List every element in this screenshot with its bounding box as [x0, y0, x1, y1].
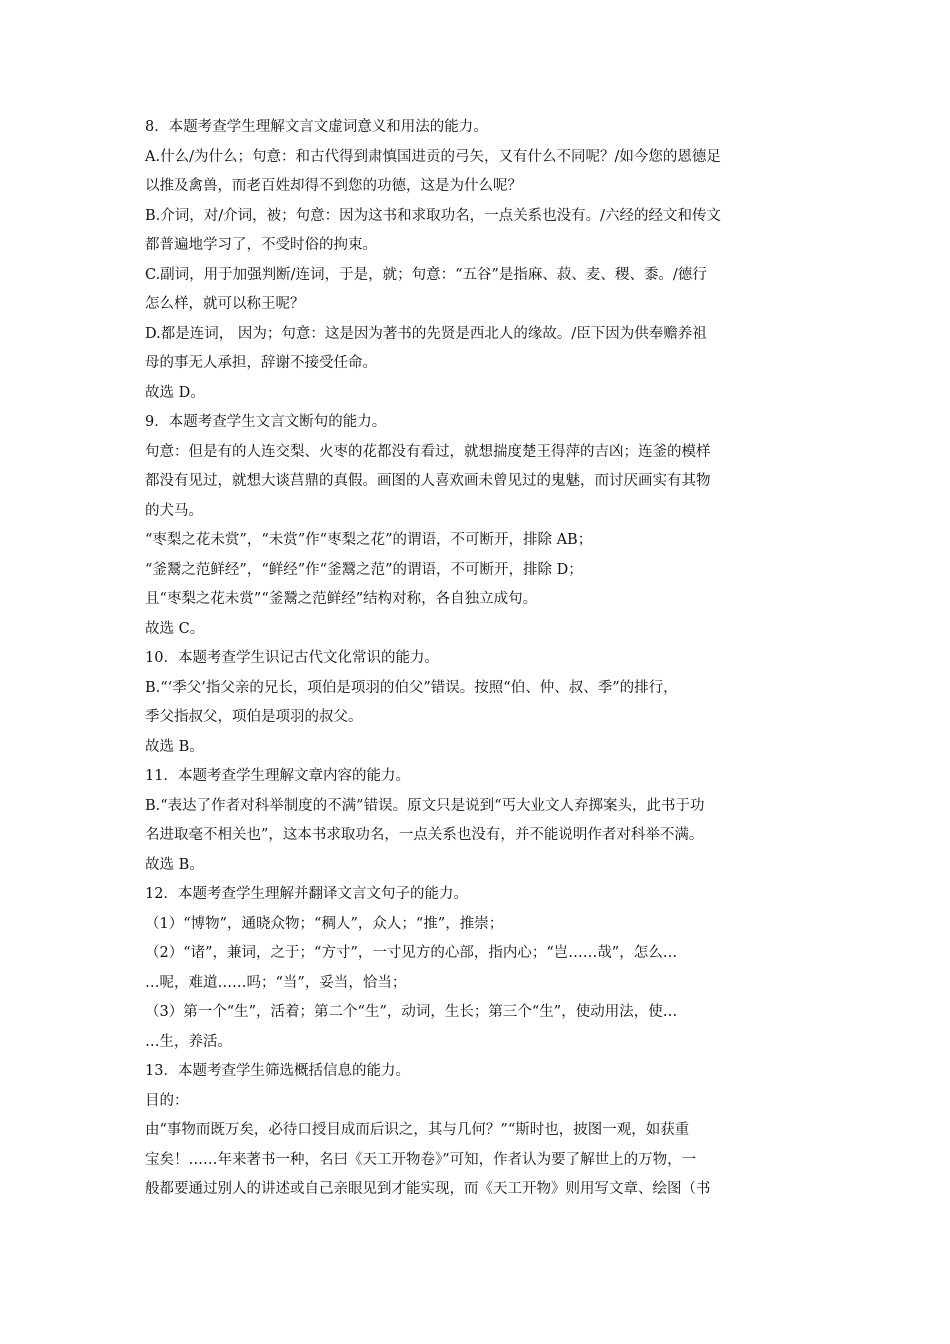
text-line: 13．本题考查学生筛选概括信息的能力。 [145, 1063, 410, 1079]
text-line: 故选 B。 [145, 738, 204, 755]
text-line: B.“‘季父’指父亲的兄长，项伯是项羽的伯父”错误。按照“伯、仲、叔、季”的排行， [145, 679, 678, 696]
document-page [145, 113, 810, 1205]
text-line: C.副词，用于加强判断/连词，于是，就；句意：“五谷”是指麻、菽、麦、稷、黍。/德行 [145, 266, 707, 283]
text-line: D.都是连词， 因为；句意：这是因为著书的先贤是西北人的缘故。/臣下因为供奉赡养祖 [145, 325, 707, 342]
text-line: 11．本题考查学生理解文章内容的能力。 [145, 768, 410, 784]
text-line: 10．本题考查学生识记古代文化常识的能力。 [145, 650, 439, 666]
text-line: 都没有见过，就想大谈莒鼎的真假。画图的人喜欢画未曾见过的鬼魅，而讨厌画实有其物 [145, 473, 711, 489]
text-line: （1）“博物”，通晓众物；“稠人”，众人；“推”，推崇； [145, 915, 504, 932]
text-line: 12．本题考查学生理解并翻译文言文句子的能力。 [145, 886, 468, 902]
text-line: 故选 B。 [145, 856, 204, 873]
text-line: “枣梨之花未赏”，“未赏”作“枣梨之花”的谓语，不可断开，排除 AB； [145, 532, 593, 548]
text-line: 的犬马。 [145, 502, 203, 519]
text-line: 名进取毫不相关也”，这本书求取功名，一点关系也没有，并不能说明作者对科举不满。 [145, 827, 704, 843]
text-line: 宝矣！……年来著书一种，名曰《天工开物卷》”可知，作者认为要了解世上的万物，一 [145, 1151, 697, 1168]
text-line: …呢，难道……吗；“当”，妥当，恰当； [145, 974, 407, 991]
text-line: B.介词，对/介词，被；句意：因为这书和求取功名，一点关系也没有。/六经的经文和传文 [145, 207, 722, 224]
text-line: B.“表达了作者对科举制度的不满”错误。原文只是说到“丐大业文人弃掷案头，此书于功 [145, 797, 705, 814]
text-line: 故选 D。 [145, 384, 205, 401]
text-line: …生，养活。 [145, 1033, 232, 1050]
text-line: 般都要通过别人的讲述或自己亲眼见到才能实现，而《天工开物》则用写文章、绘图（书 [145, 1181, 711, 1197]
text-line: 故选 C。 [145, 620, 205, 637]
text-line: （2）“诸”，兼词，之于；“方寸”，一寸见方的心部，指内心；“岂……哉”，怎么… [145, 945, 678, 961]
text-line: 8．本题考查学生理解文言文虚词意义和用法的能力。 [145, 119, 488, 135]
text-line: 由“事物而既万矣，必待口授目成而后识之，其与几何？”“斯时也，披图一观，如获重 [145, 1122, 690, 1138]
text-line: A.什么/为什么；句意：和古代得到肃慎国进贡的弓矢，又有什么不同呢？/如今您的恩德足 [145, 148, 721, 165]
text-line: 以推及禽兽，而老百姓却得不到您的功德，这是为什么呢？ [145, 178, 522, 194]
text-line: （3）第一个“生”，活着；第二个“生”，动词，生长；第三个“生”，使动用法，使… [145, 1004, 678, 1020]
text-line: 都普遍地学习了，不受时俗的拘束。 [145, 237, 377, 253]
text-line: “釜鬵之范鲜经”，“鲜经”作“釜鬵之范”的谓语，不可断开，排除 D； [145, 561, 583, 578]
text-line: 季父指叔父，项伯是项羽的叔父。 [145, 709, 363, 725]
text-line: 且“枣梨之花未赏”“釜鬵之范鲜经”结构对称，各自独立成句。 [145, 591, 538, 607]
text-line: 句意：但是有的人连交梨、火枣的花都没有看过，就想揣度楚王得萍的吉凶；连釜的模样 [145, 443, 711, 460]
text-line: 母的事无人承担，辞谢不接受任命。 [145, 355, 377, 371]
text-line: 怎么样，就可以称王呢？ [145, 296, 305, 312]
text-line: 目的： [145, 1092, 189, 1109]
text-line: 9．本题考查学生文言文断句的能力。 [145, 414, 387, 430]
